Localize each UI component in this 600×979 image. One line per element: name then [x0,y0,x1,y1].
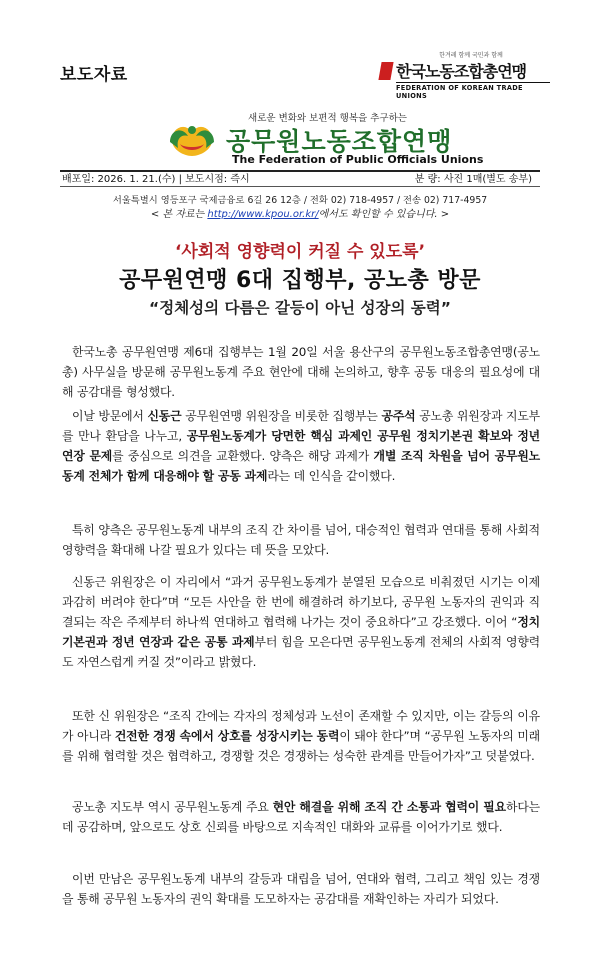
paragraph-text: 라는 데 인식을 같이했다. [267,469,396,483]
website-notice [0,205,600,220]
paragraph-text: 또한 신 위원장은 “조직 간에는 각자의 정체성과 노선이 존재할 수 있지만, 이는 갈등의 이유가 아니라 [62,709,540,743]
paragraph-text: 를 중심으로 의견을 교환했다. 양측은 해당 과제가 [112,449,374,463]
paragraph-text: 신동근 위원장은 이 자리에서 “과거 공무원노동계가 분열된 모습으로 비춰졌던 시기는 이제 과감히 버려야 한다”며 “모든 사안을 한 번에 해결하려 하기보다, 공무원 노동자의 권익과 직결되는 작은 주제부터 하나씩 연대하고 협력해 나가는 것이 중요하다”고 강조했다. 이어 “ [62,575,540,629]
paragraph-text: 공노총 지도부 역시 공무원노동계 주요 [72,800,273,814]
paragraph-text: 공무원연맹 위원장을 비롯한 집행부는 [181,409,382,423]
paragraph-text: 이 돼야 한다”며 “공무원 노동자의 미래를 위해 협력할 것은 협력하고, 경쟁할 것은 경쟁하는 성숙한 관계를 만들어가자”고 덧붙였다. [62,729,541,763]
paragraph-4 [62,572,540,672]
headline-title: 공무원연맹 6대 집행부, 공노총 방문 [119,268,481,293]
paragraph-7: 이번 만남은 공무원노동계 내부의 갈등과 대립을 넘어, 연대와 협력, 그리고 책임 있는 경쟁을 통해 공무원 노동자의 권익 확대를 도모하자는 공감대를 재확인하는 자리가 되었다. [62,872,540,906]
paragraph-3: 특히 양측은 공무원노동계 내부의 조직 간 차이를 넘어, 대승적인 협력과 연대를 통해 사회적 영향력을 확대해 나갈 필요가 있다는 데 뜻을 모았다. [62,523,540,557]
paragraph-text: 공노총 위원장과 지도부를 만나 환담을 나누고, [62,409,541,443]
fkt-mark-icon [378,62,393,80]
fkt-slogan: 한겨레 함께 국민과 함께 [439,52,503,59]
paragraph-1: 한국노총 공무원연맹 제6대 집행부는 1월 20일 서울 용산구의 공무원노동조합총연맹(공노총) 사무실을 방문해 공무원노동계 주요 현안에 대해 논의하고, 향후 공동 대응의 필요성에 대해 공감대를 형성했다. [62,345,540,399]
org-name-eng: The Federation of Public Officials Unions [232,153,484,166]
website-notice-prefix: < 본 자료는 [150,209,208,220]
release-info-bar [60,170,540,187]
release-date-info: 배포일: 2026. 1. 21.(수) | 보도시점: 즉시 [62,174,250,185]
paragraph-bold: 공주석 [381,409,416,423]
fkt-name-kor: 한국노동조합총연맹 [396,62,527,81]
website-notice-suffix: 에서도 확인할 수 있습니다. > [318,209,450,220]
paragraph-bold: 공무원노동계가 당면한 핵심 과제인 공무원 정치기본권 확보와 정년 연장 문제 [62,429,540,463]
paragraph-bold: 현안 해결을 위해 조직 간 소통과 협력이 필요 [272,800,506,814]
paragraph-text: 부터 힘을 모은다면 공무원노동계 전체의 사회적 영향력도 자연스럽게 커질 것”이라고 밝혔다. [62,635,541,669]
paragraph-bold: 신동근 [147,409,182,423]
paragraph-bold: 정치기본권과 정년 연장과 같은 공통 과제 [62,615,540,649]
fkt-logo [380,50,550,100]
press-release-tag: 보도자료 [60,65,128,85]
org-slogan: 새로운 변화와 보편적 행복을 추구하는 [248,113,407,124]
headline-quote: “정체성의 다름은 갈등이 아닌 성장의 동력” [149,299,451,317]
fpou-logo-icon [166,120,218,158]
paragraph-5 [62,706,540,766]
paragraph-6 [62,797,540,837]
paragraph-text: 하다는 데 공감하며, 앞으로도 상호 신뢰를 바탕으로 지속적인 대화와 교류를 이어가기로 했다. [62,800,541,834]
paragraph-2 [62,406,540,486]
fkt-name-eng: FEDERATION OF KOREAN TRADE UNIONS [396,82,550,100]
contact-address: 서울특별시 영등포구 국제금융로 6길 26 12층 / 전화 02) 718-4957 / 전송 02) 717-4957 [112,195,488,206]
attachment-info: 분 량: 사진 1매(별도 송부) [414,174,532,185]
paragraph-text: 이날 방문에서 [72,409,148,423]
org-name-kor: 공무원노동조합연맹 [226,127,453,156]
paragraph-bold: 개별 조직 차원을 넘어 공무원노동계 전체가 함께 대응해야 할 공동 과제 [62,449,540,483]
website-link[interactable]: http://www.kpou.or.kr/ [207,209,319,220]
headline-subtitle: ‘사회적 영향력이 커질 수 있도록’ [174,242,426,262]
paragraph-bold: 건전한 경쟁 속에서 상호를 성장시키는 동력 [114,729,340,743]
